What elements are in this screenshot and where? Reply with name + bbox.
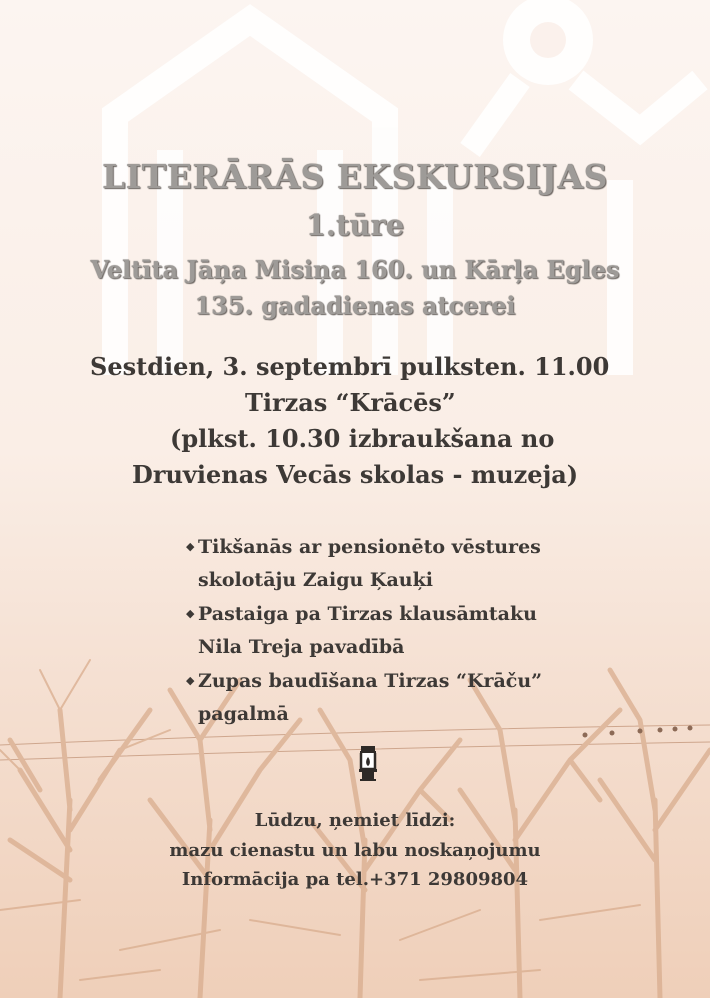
list-item-line: Pastaiga pa Tirzas klausāmtaku <box>198 603 537 625</box>
dedication-line-2: 135. gadadienas atcerei <box>194 291 516 320</box>
list-item <box>186 664 626 731</box>
list-item-line: Zupas baudīšana Tirzas “Krāču” <box>198 670 543 692</box>
poster-title: LITERĀRĀS EKSKURSIJAS <box>102 157 608 196</box>
list-item <box>186 530 626 597</box>
list-item-line: skolotāju Zaigu Ķauķi <box>198 569 433 591</box>
diamond-bullet-icon: ◆ <box>186 674 195 687</box>
contact-info: Informācija pa tel.+371 29809804 <box>181 869 529 890</box>
list-item <box>186 597 626 664</box>
lantern-icon <box>357 744 379 782</box>
diamond-bullet-icon: ◆ <box>186 540 195 553</box>
tour-number: 1.tūre <box>305 208 405 242</box>
diamond-bullet-icon: ◆ <box>186 607 195 620</box>
program-list <box>186 530 626 731</box>
list-item-line: Tikšanās ar pensionēto vēstures <box>198 536 541 558</box>
bring-along-text: mazu cienastu un labu noskaņojumu <box>169 840 541 861</box>
event-date-time: Sestdien, 3. septembrī pulksten. 11.00 <box>90 352 610 381</box>
dedication-line-1: Veltīta Jāņa Misiņa 160. un Kārļa Egles <box>90 255 620 284</box>
event-location: Tirzas “Krācēs” <box>245 388 456 417</box>
list-item-line: Nila Treja pavadībā <box>198 636 405 658</box>
departure-note-1: (plkst. 10.30 izbraukšana no <box>170 424 555 453</box>
list-item-line: pagalmā <box>198 703 289 725</box>
departure-note-2: Druvienas Vecās skolas - muzeja) <box>132 460 579 489</box>
bring-along-heading: Lūdzu, ņemiet līdzi: <box>254 810 456 831</box>
